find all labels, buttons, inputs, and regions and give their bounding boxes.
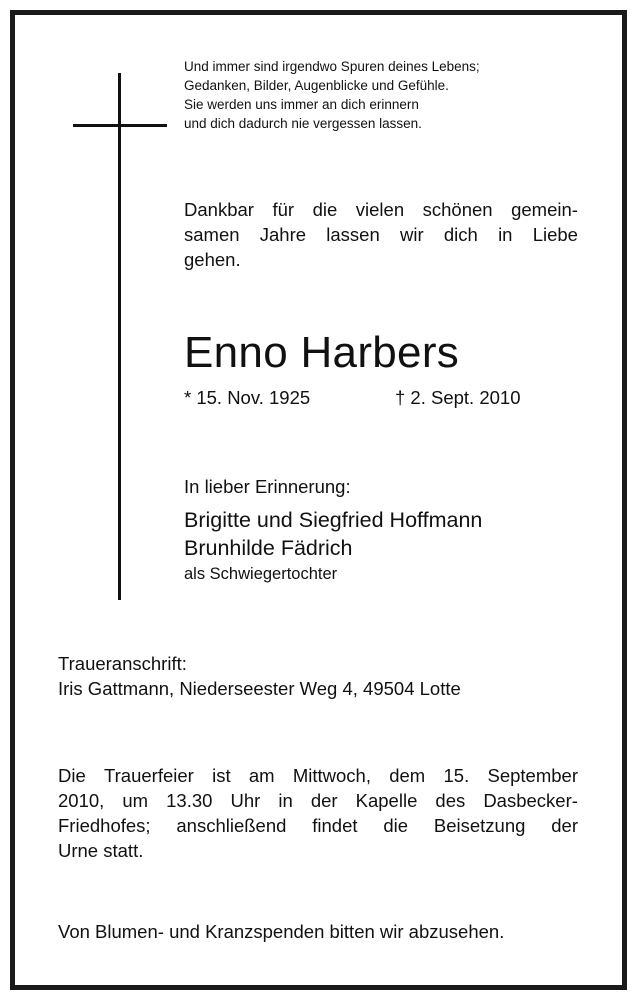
word: Trauerfeier <box>104 765 194 786</box>
word: Urne <box>58 840 99 861</box>
word: Kapelle <box>355 790 418 811</box>
word: vielen <box>355 199 405 220</box>
funeral-notice <box>58 763 578 863</box>
dedication-line <box>184 197 578 222</box>
word: für <box>272 199 295 220</box>
word: lassen <box>326 224 380 245</box>
word: um <box>122 790 149 811</box>
word: anschließend <box>176 815 287 836</box>
word: gemein- <box>511 199 578 220</box>
poem-line: und dich dadurch nie vergessen lassen. <box>184 116 422 131</box>
word: Die <box>58 765 86 786</box>
word: Mittwoch, <box>292 765 371 786</box>
word: ist <box>212 765 231 786</box>
word: in <box>278 790 293 811</box>
mourners <box>184 506 482 562</box>
word: statt. <box>98 840 144 861</box>
deceased-name: Enno Harbers <box>184 328 460 377</box>
cross-icon-vertical-bar <box>118 73 121 600</box>
dedication-line <box>184 222 578 247</box>
word: die <box>383 815 409 836</box>
word: schönen <box>422 199 493 220</box>
word: dich <box>443 224 478 245</box>
mourner-name: Brunhilde Fädrich <box>184 536 353 560</box>
funeral-line <box>58 788 578 813</box>
word: des <box>435 790 466 811</box>
word: Uhr <box>230 790 261 811</box>
word: Friedhofes; <box>58 815 151 836</box>
word: die <box>312 199 338 220</box>
word: 15. <box>443 765 470 786</box>
word: 2010, <box>58 790 105 811</box>
word: samen <box>184 224 240 245</box>
word: 13.30 <box>166 790 213 811</box>
mourner-relation: als Schwiegertochter <box>184 565 338 583</box>
word: der <box>310 790 338 811</box>
flowers-note: Von Blumen- und Kranzspenden bitten wir abzusehen. <box>58 921 505 942</box>
funeral-line <box>58 838 578 863</box>
mourner-name: Brigitte und Siegfried Hoffmann <box>184 508 483 532</box>
word: Beisetzung <box>433 815 526 836</box>
dedication <box>184 197 578 272</box>
word: am <box>248 765 275 786</box>
mourning-address <box>58 651 461 701</box>
word: gehen. <box>184 249 241 270</box>
address-value: Iris Gattmann, Niederseester Weg 4, 49504 Lotte <box>58 678 461 699</box>
word: findet <box>312 815 358 836</box>
word: Dankbar <box>184 199 254 220</box>
word: Liebe <box>532 224 578 245</box>
word: wir <box>400 224 424 245</box>
poem-line: Sie werden uns immer an dich erinnern <box>184 97 419 112</box>
word: der <box>551 815 578 836</box>
poem-line: Gedanken, Bilder, Augenblicke und Gefühle. <box>184 78 449 93</box>
word: in <box>498 224 513 245</box>
word: Jahre <box>259 224 307 245</box>
cross-icon-horizontal-bar <box>73 124 167 127</box>
poem-line: Und immer sind irgendwo Spuren deines Lebens; <box>184 59 480 74</box>
poem <box>184 57 564 133</box>
death-date: † 2. Sept. 2010 <box>395 387 521 408</box>
word: dem <box>389 765 426 786</box>
funeral-line <box>58 763 578 788</box>
birth-date: * 15. Nov. 1925 <box>184 387 311 408</box>
address-label: Traueranschrift: <box>58 653 187 674</box>
funeral-line <box>58 813 578 838</box>
dedication-line <box>184 247 578 272</box>
memory-heading: In lieber Erinnerung: <box>184 476 351 497</box>
word: Dasbecker- <box>483 790 578 811</box>
word: September <box>487 765 578 786</box>
